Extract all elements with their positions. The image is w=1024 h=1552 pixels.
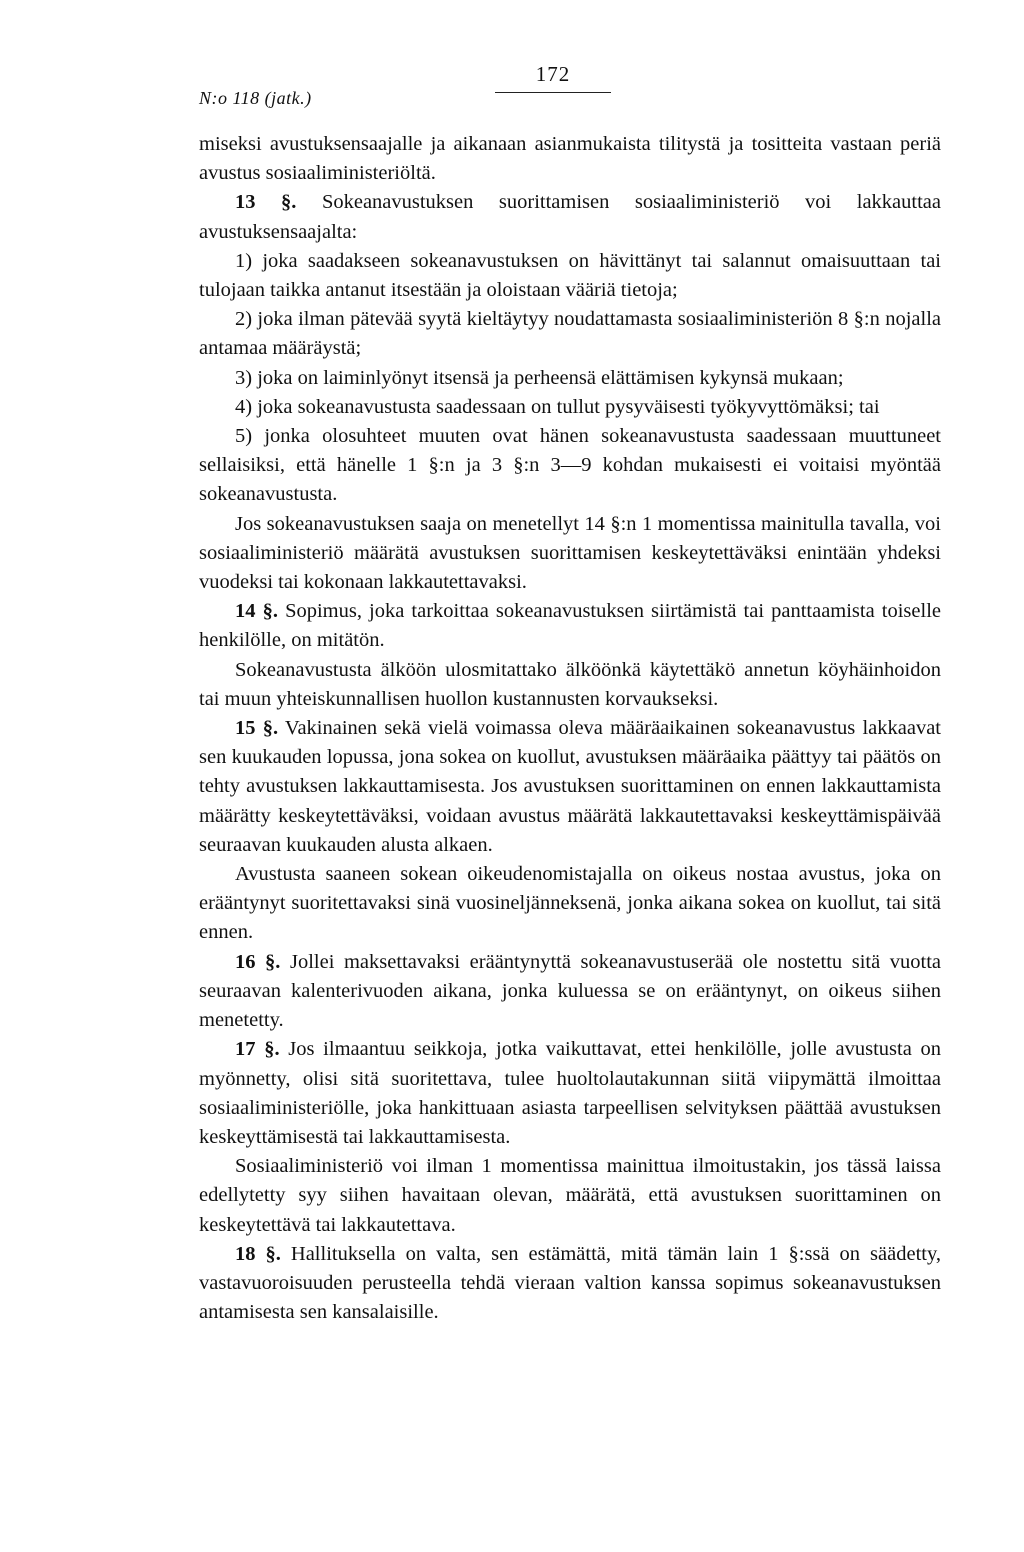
paragraph-text: Jos sokeanavustuksen saaja on menetellyt 14 §:n 1 momentissa mainitulla tavalla, voi sosiaaliministeriö määrätä avustuksen suorittamisen keskeytettäväksi enintään yhdeksi vuodeksi tai kokonaan lakkautettavaksi. (199, 512, 941, 594)
document-page (199, 56, 941, 1327)
paragraph (199, 393, 941, 422)
paragraph-text: Jollei maksettavaksi erääntynyttä sokeanavustuserää ole nostettu sitä vuotta seuraavan kalenterivuoden aikana, jonka kuluessa se on erääntynyt, on oikeus siihen menetetty. (199, 950, 941, 1032)
paragraph-text: 1) joka saadakseen sokeanavustuksen on hävittänyt tai salannut omaisuuttaan tai tulojaan taikka antanut itsestään ja oloistaan vääriä tietoja; (199, 249, 941, 302)
section-paragraph (199, 714, 941, 860)
page-number-rule (495, 92, 611, 93)
paragraph (199, 247, 941, 305)
paragraph (199, 305, 941, 363)
paragraph-text: Sopimus, joka tarkoittaa sokeanavustuksen siirtämistä tai panttaamista toiselle henkilölle, on mitätön. (199, 600, 942, 652)
paragraph (199, 656, 941, 714)
paragraph (199, 1152, 941, 1240)
running-head: N:o 118 (jatk.) (199, 88, 312, 108)
paragraph-text: Sosiaaliministeriö voi ilman 1 momentissa mainittua ilmoitustakin, jos tässä laissa edellytetty syy siihen havaitaan olevan, määrätä, että avustuksen suorittaminen on keskeytettävä tai lakkautettava. (199, 1155, 941, 1236)
page-number: 172 (535, 62, 571, 86)
section-paragraph (199, 1035, 941, 1152)
paragraph-text: Vakinainen sekä vielä voimassa oleva määräaikainen sokeanavustus lakkaavat sen kuukauden lopussa, jona sokea on kuollut, avustuksen määräaika päättyy tai päätös on tehty avustuksen lakkauttamisesta. Jos avustuksen suorittaminen on ennen lakkauttamista määrätty keskeytettäväksi, voidaan avustus määrätä lakkautettavaksi keskeyttämispäivää seuraavan kuukauden alusta alkaen. (199, 717, 941, 856)
paragraph (199, 130, 941, 188)
paragraph-text: 5) jonka olosuhteet muuten ovat hänen sokeanavustusta saadessaan muuttuneet sellaisiksi, että hänelle 1 §:n ja 3 §:n 3—9 kohdan mukaisesti ei voitaisi myöntää sokeanavustusta. (199, 425, 941, 506)
paragraph-text: 4) joka sokeanavustusta saadessaan on tullut pysyväisesti työkyvyttömäksi; tai (235, 395, 880, 418)
section-paragraph (199, 597, 941, 655)
paragraph-text: Sokeanavustuksen suorittamisen sosiaaliministeriö voi lakkauttaa avustuksensaajalta: (199, 191, 941, 243)
section-number: 15 §. (235, 717, 279, 740)
section-number: 17 §. (235, 1038, 280, 1061)
section-number: 13 §. (235, 191, 297, 214)
paragraph-text: Sokeanavustusta älköön ulosmitattako älköönkä käytettäkö annetun köyhäinhoidon tai muun yhteiskunnallisen huollon kustannusten korvaukseksi. (199, 658, 941, 710)
section-paragraph (199, 1240, 941, 1328)
page-header (199, 56, 941, 130)
section-paragraph (199, 948, 941, 1036)
paragraph-text: Jos ilmaantuu seikkoja, jotka vaikuttavat, ettei henkilölle, jolle avustusta on myönnetty, olisi sitä suoritettava, tulee huoltolautakunnan siitä viipymättä ilmoittaa sosiaaliministeriölle, joka hankittuaan asiasta tarpeellisen selvityksen päättää avustuksen keskeyttämisestä tai lakkauttamisesta. (199, 1038, 941, 1148)
section-number: 18 §. (235, 1242, 281, 1265)
paragraph-text: 2) joka ilman pätevää syytä kieltäytyy noudattamasta sosiaaliministeriön 8 §:n nojalla antamaa määräystä; (199, 308, 941, 360)
paragraph-text: miseksi avustuksensaajalle ja aikanaan asianmukaista tilitystä ja tositteita vastaan periä avustus sosiaaliministeriöltä. (199, 133, 941, 185)
paragraph-text: Hallituksella on valta, sen estämättä, mitä tämän lain 1 §:ssä on säädetty, vastavuoroisuuden perusteella tehdä vieraan valtion kanssa sopimus sokeanavustuksen antamisesta sen kansalaisille. (199, 1242, 942, 1324)
paragraph (199, 364, 941, 393)
section-number: 14 §. (235, 600, 278, 623)
paragraph-text: Avustusta saaneen sokean oikeudenomistajalla on oikeus nostaa avustus, joka on erääntynyt suoritettavaksi sinä vuosineljänneksenä, jonka aikana sokea on kuollut, tai sitä ennen. (199, 863, 941, 944)
section-paragraph (199, 188, 941, 246)
paragraph (199, 422, 941, 510)
paragraph-text: 3) joka on laiminlyönyt itsensä ja perheensä elättämisen kykynsä mukaan; (235, 366, 844, 389)
body-text (199, 130, 941, 1327)
paragraph (199, 510, 941, 598)
section-number: 16 §. (235, 950, 281, 973)
paragraph (199, 860, 941, 948)
